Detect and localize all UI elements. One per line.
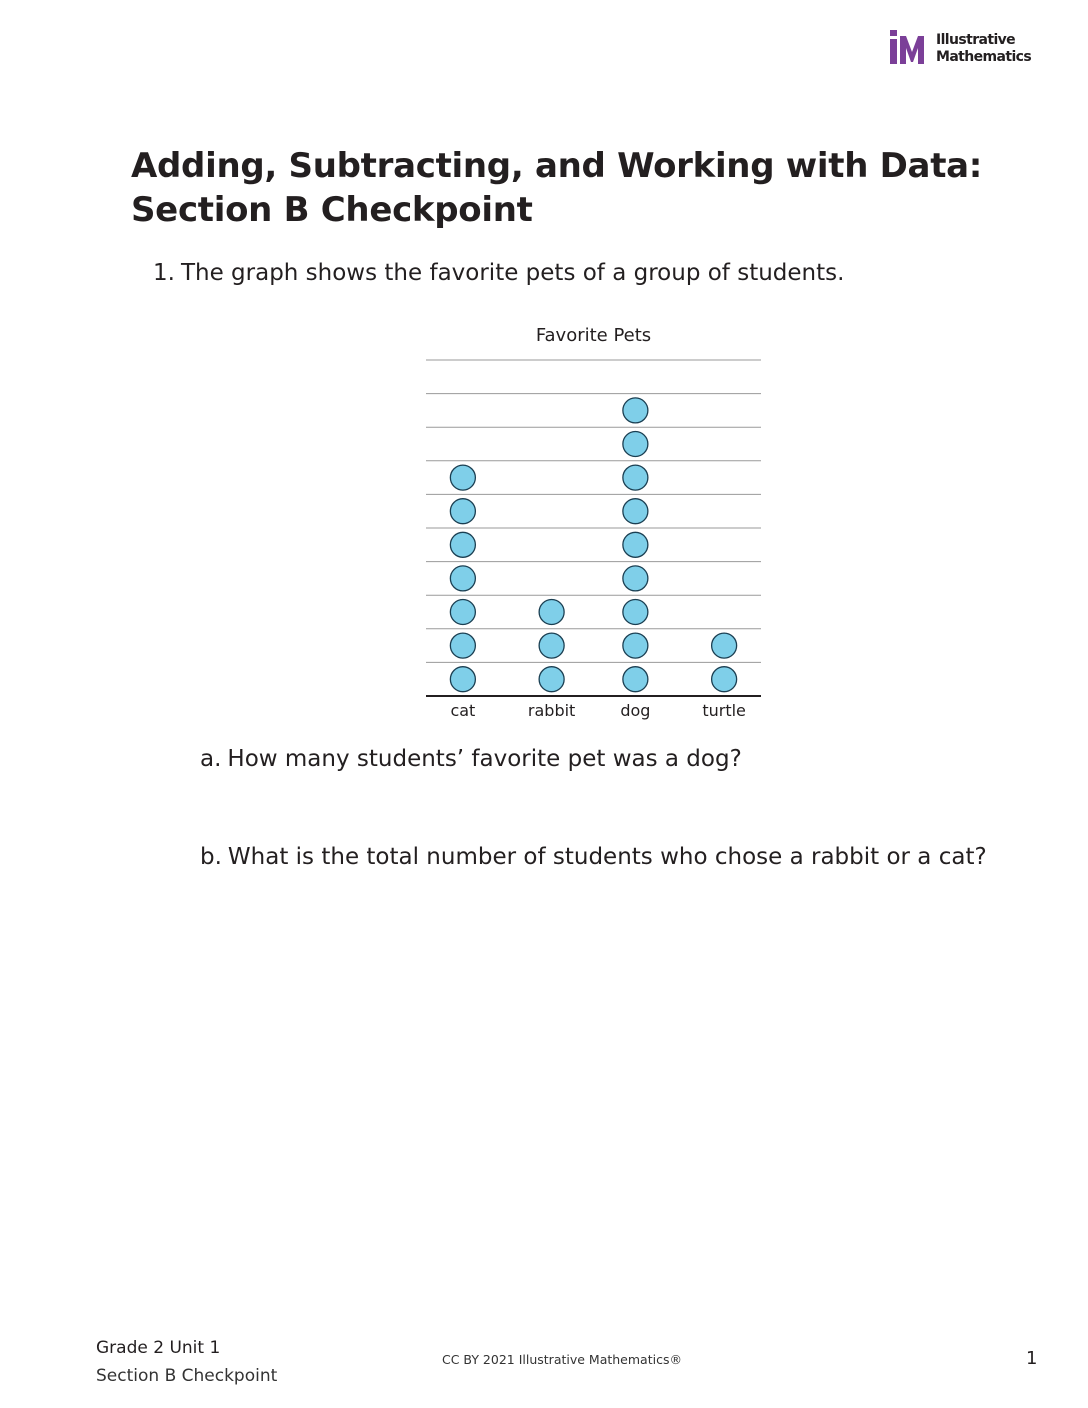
data-dot-cat xyxy=(450,532,475,557)
category-label-cat: cat xyxy=(450,701,476,720)
data-dot-dog xyxy=(623,600,648,625)
footer-info xyxy=(96,1334,277,1390)
part-b-text: What is the total number of students who chose a rabbit or a cat? xyxy=(227,844,987,870)
category-label-dog: dog xyxy=(620,701,651,720)
data-dot-cat xyxy=(450,667,475,692)
data-dot-cat xyxy=(450,465,475,490)
question-part-a xyxy=(200,744,742,774)
data-dot-dog xyxy=(623,566,648,591)
title-line-1: Adding, Subtracting, and Working with Data: xyxy=(131,146,983,186)
data-dot-dog xyxy=(623,465,648,490)
footer-grade: Grade 2 Unit 1 xyxy=(96,1338,221,1358)
title-line-2: Section B Checkpoint xyxy=(131,190,533,230)
data-dot-dog xyxy=(623,499,648,524)
data-dot-rabbit xyxy=(539,600,564,625)
data-dot-turtle xyxy=(712,633,737,658)
data-dot-dog xyxy=(623,633,648,658)
data-dot-cat xyxy=(450,600,475,625)
data-dot-dog xyxy=(623,532,648,557)
footer-section: Section B Checkpoint xyxy=(96,1366,278,1386)
im-logo-mark-icon xyxy=(888,30,932,66)
question-part-b xyxy=(200,842,987,872)
question-number: 1. xyxy=(153,260,175,286)
data-dot-turtle xyxy=(712,667,737,692)
im-logo xyxy=(888,30,1048,70)
data-dot-cat xyxy=(450,499,475,524)
part-a-label: a. xyxy=(200,746,222,772)
data-dot-cat xyxy=(450,566,475,591)
page-number: 1 xyxy=(1026,1348,1038,1369)
data-dot-dog xyxy=(623,667,648,692)
data-dot-dog xyxy=(623,398,648,423)
footer-license: CC BY 2021 Illustrative Mathematics® xyxy=(442,1352,682,1367)
category-label-rabbit: rabbit xyxy=(527,701,576,720)
question-text: The graph shows the favorite pets of a group of students. xyxy=(180,260,845,286)
favorite-pets-chart xyxy=(400,315,780,730)
data-dot-cat xyxy=(450,633,475,658)
logo-wordmark xyxy=(936,32,1031,66)
part-a-text: How many students’ favorite pet was a dog? xyxy=(227,746,742,772)
part-b-label: b. xyxy=(200,844,222,870)
logo-line-1: Illustrative xyxy=(936,32,1016,48)
data-dot-rabbit xyxy=(539,633,564,658)
chart-title: Favorite Pets xyxy=(535,325,652,346)
category-label-turtle: turtle xyxy=(702,701,746,720)
page-title xyxy=(131,144,1031,232)
question-1 xyxy=(153,258,844,288)
data-dot-dog xyxy=(623,432,648,457)
data-dot-rabbit xyxy=(539,667,564,692)
logo-line-2: Mathematics xyxy=(936,49,1032,65)
